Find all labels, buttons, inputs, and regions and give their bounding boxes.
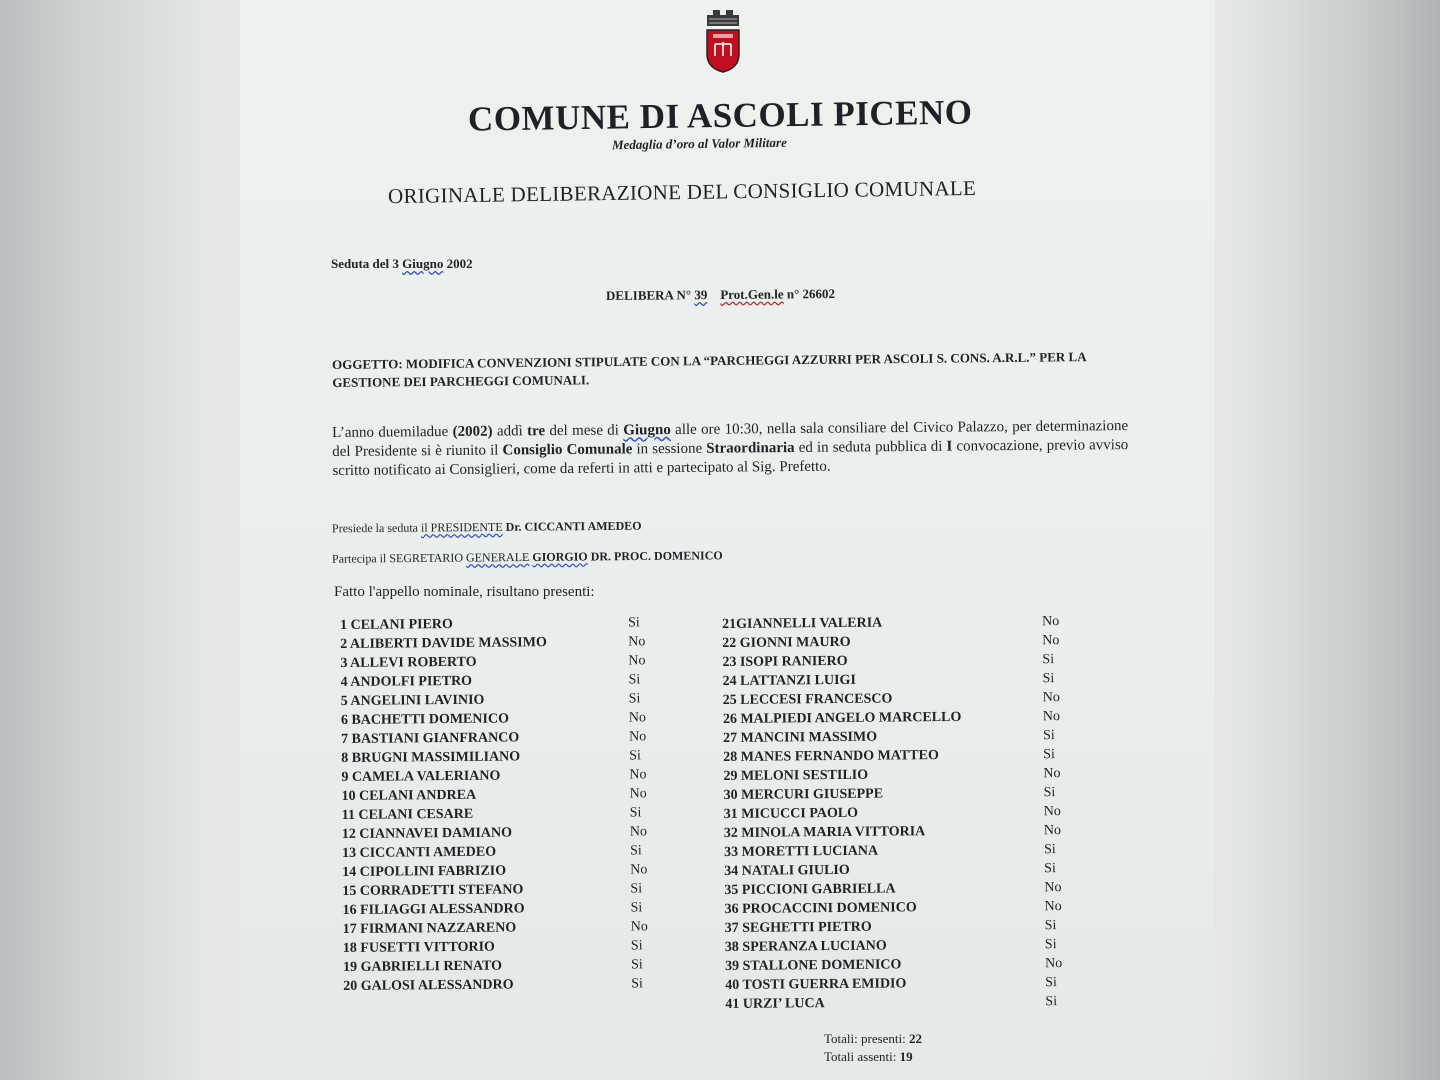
- councillor-presence: Si: [628, 691, 641, 707]
- councillor-presence: No: [628, 710, 647, 726]
- roll-call-intro: Fatto l'appello nominale, risultano presenti:: [334, 584, 595, 600]
- councillor-name: 2 ALIBERTI DAVIDE MASSIMO: [340, 635, 547, 652]
- motto: Medaglia d’oro al Valor Militare: [611, 134, 787, 153]
- councillor-presence: Si: [631, 976, 643, 992]
- councillor-presence: No: [628, 653, 646, 669]
- councillor-name: 38 SPERANZA LUCIANO: [724, 938, 887, 955]
- councillor-presence: No: [629, 786, 647, 802]
- councillor-name: 12 CIANNAVEI DAMIANO: [341, 825, 513, 842]
- councillor-name: 17 FIRMANI NAZZARENO: [342, 920, 517, 937]
- councillor-name: 37 SEGHETTI PIETRO: [724, 919, 872, 936]
- body-paragraph: L’anno duemiladue (2002) addì tre del mese di Giugno alle ore 10:30, nella sala consiliare del Civico Palazzo, per determinazione del Presidente si è riunito il Consiglio Comunale in sessione Straordinaria ed in seduta pubblica di I convocazione, previo avviso scritto notificato ai Consiglieri, come da referti in atti e partecipato al Sig. Prefetto.: [332, 418, 1129, 479]
- councillor-presence: No: [1044, 880, 1062, 896]
- councillor-name: 18 FUSETTI VITTORIO: [342, 939, 495, 956]
- councillor-name: 14 CIPOLLINI FABRIZIO: [342, 863, 507, 880]
- totals: [824, 1030, 922, 1066]
- councillor-presence: No: [1043, 823, 1062, 839]
- page-title: COMUNE DI ASCOLI PICENO: [467, 92, 973, 139]
- councillor-presence: Si: [630, 938, 643, 954]
- session-date: Seduta del 3 Giugno 2002: [331, 256, 473, 271]
- councillor-name: 16 FILIAGGI ALESSANDRO: [342, 901, 525, 918]
- councillor-presence: No: [1043, 804, 1061, 820]
- councillor-name: 26 MALPIEDI ANGELO MARCELLO: [722, 709, 962, 727]
- councillor-name: 9 CAMELA VALERIANO: [341, 768, 501, 785]
- councillor-presence: No: [1043, 766, 1061, 782]
- councillor-presence: Si: [630, 957, 643, 973]
- councillor-presence: Si: [628, 615, 640, 631]
- councillor-name: 35 PICCIONI GABRIELLA: [724, 881, 896, 898]
- document-subtitle: ORIGINALE DELIBERAZIONE DEL CONSIGLIO COMUNALE: [387, 175, 977, 209]
- councillor-presence: No: [1044, 956, 1063, 972]
- councillor-name: 8 BRUGNI MASSIMILIANO: [341, 749, 521, 766]
- councillor-name: 24 LATTANZI LUIGI: [722, 672, 856, 689]
- councillor-name: 23 ISOPI RANIERO: [722, 653, 848, 670]
- councillor-name: 6 BACHETTI DOMENICO: [340, 711, 510, 728]
- councillor-name: 32 MINOLA MARIA VITTORIA: [723, 824, 926, 841]
- councillor-name: 33 MORETTI LUCIANA: [724, 843, 879, 860]
- councillor-presence: No: [1042, 633, 1060, 649]
- councillor-presence: No: [1042, 690, 1060, 706]
- councillor-presence: Si: [629, 843, 642, 859]
- councillor-presence: Si: [1043, 747, 1055, 763]
- councillor-name: 30 MERCURI GIUSEPPE: [723, 786, 884, 803]
- councillor-name: 40 TOSTI GUERRA EMIDIO: [725, 976, 907, 993]
- councillor-presence: Si: [629, 805, 642, 821]
- councillor-presence: No: [630, 919, 648, 935]
- councillor-presence: Si: [1044, 918, 1057, 934]
- councillor-name: 15 CORRADETTI STEFANO: [342, 882, 524, 899]
- councillor-name: 20 GALOSI ALESSANDRO: [343, 977, 514, 994]
- councillor-presence: No: [629, 824, 648, 840]
- councillor-name: 5 ANGELINI LAVINIO: [340, 692, 485, 709]
- councillor-name: 34 NATALI GIULIO: [724, 862, 850, 879]
- councillor-name: 3 ALLEVI ROBERTO: [340, 654, 477, 671]
- councillor-presence: Si: [628, 672, 641, 688]
- councillor-name: 27 MANCINI MASSIMO: [723, 729, 878, 746]
- councillor-name: 25 LECCESI FRANCESCO: [722, 691, 893, 708]
- councillor-presence: Si: [1044, 937, 1057, 953]
- councillor-presence: Si: [1045, 994, 1058, 1010]
- councillor-presence: Si: [1045, 975, 1057, 991]
- councillor-name: 10 CELANI ANDREA: [341, 787, 477, 804]
- councillor-presence: Si: [1043, 728, 1055, 744]
- councillor-name: 29 MELONI SESTILIO: [723, 767, 869, 784]
- councillor-presence: Si: [1042, 671, 1055, 687]
- councillor-name: 1 CELANI PIERO: [340, 617, 453, 633]
- chair-line: Presiede la seduta il PRESIDENTE Dr. CICCANTI AMEDEO: [331, 518, 642, 536]
- councillor-presence: Si: [630, 900, 643, 916]
- councillor-presence: Si: [1043, 842, 1056, 858]
- councillor-presence: No: [630, 862, 648, 878]
- councillor-name: 28 MANES FERNANDO MATTEO: [723, 748, 939, 765]
- councillor-name: 21GIANNELLI VALERIA: [722, 615, 883, 632]
- councillor-presence: Si: [1043, 785, 1056, 801]
- city-crest-icon: [703, 8, 743, 74]
- councillor-presence: No: [1044, 899, 1062, 915]
- councillor-name: 31 MICUCCI PAOLO: [723, 805, 859, 822]
- subject: OGGETTO: MODIFICA CONVENZIONI STIPULATE CON LA “PARCHEGGI AZZURRI PER ASCOLI S. CONS. A.R.L.” PER LA GESTIONE DEI PARCHEGGI COMUNALI.: [332, 349, 1086, 390]
- councillor-name: 39 STALLONE DOMENICO: [725, 957, 902, 974]
- councillor-presence: Si: [630, 881, 643, 897]
- councillor-presence: No: [1042, 709, 1061, 725]
- councillor-presence: Si: [629, 748, 641, 764]
- councillor-presence: No: [628, 634, 646, 650]
- councillor-name: 11 CELANI CESARE: [341, 806, 474, 823]
- councillor-presence: Si: [1042, 652, 1055, 668]
- councillor-presence: No: [1042, 614, 1060, 630]
- totals-present: Totali: presenti: 22: [824, 1031, 923, 1046]
- councillor-name: 13 CICCANTI AMEDEO: [342, 844, 497, 861]
- councillor-presence: Si: [1044, 861, 1056, 877]
- secretary-line: Partecipa il SEGRETARIO GENERALE GIORGIO DR. PROC. DOMENICO: [331, 548, 723, 566]
- delibera-number: DELIBERA N° 39 Prot.Gen.le n° 26602: [605, 286, 836, 303]
- councillor-name: 41 URZI’ LUCA: [725, 996, 825, 1012]
- councillor-presence: No: [629, 729, 647, 745]
- councillor-name: 19 GABRIELLI RENATO: [343, 958, 503, 975]
- councillor-name: 36 PROCACCINI DOMENICO: [724, 900, 917, 917]
- totals-absent: Totali assenti: 19: [824, 1049, 913, 1064]
- councillor-name: 7 BASTIANI GIANFRANCO: [341, 730, 520, 747]
- councillor-name: 4 ANDOLFI PIETRO: [340, 673, 473, 690]
- councillor-name: 22 GIONNI MAURO: [722, 634, 851, 651]
- councillor-presence: No: [629, 767, 647, 783]
